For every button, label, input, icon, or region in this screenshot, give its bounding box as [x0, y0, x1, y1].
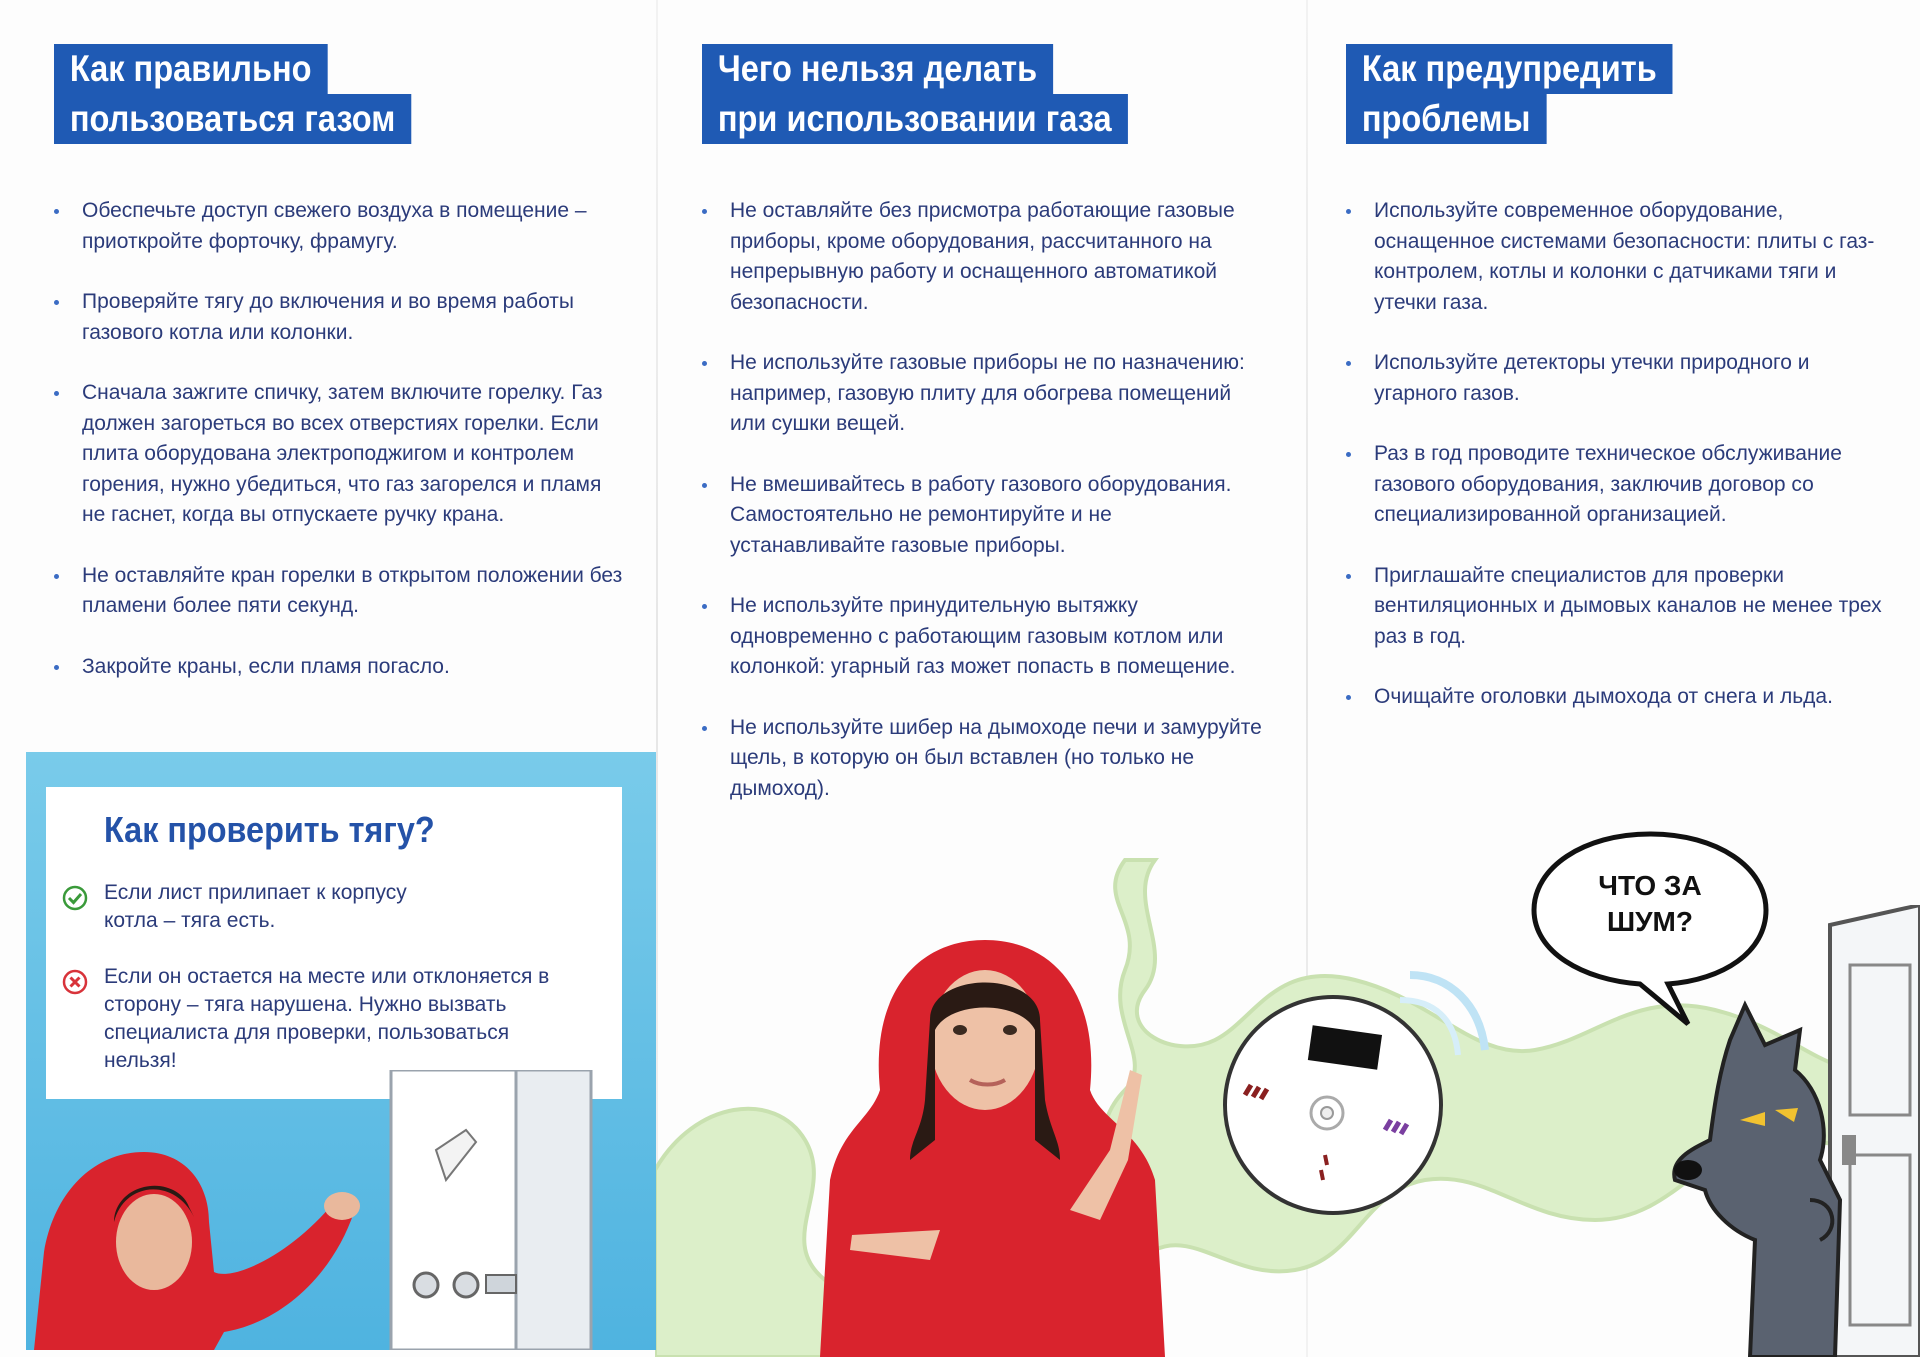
- speech-line: ЧТО ЗА: [1598, 870, 1702, 901]
- list-item: Не используйте газовые приборы не по назначению: например, газовую плиту для обогрева помещений или сушки вещей.: [702, 348, 1262, 440]
- list-item: Не оставляйте кран горелки в открытом положении без пламени более пяти секунд.: [54, 561, 624, 622]
- list-item: Сначала зажгите спичку, затем включите горелку. Газ должен загореться во всех отверстиях горелки. Если плита оборудована электроподжигом и контролем горения, нужно убедиться, что газ загорелся и пламя не гаснет, когда вы отпускаете ручку крана.: [54, 378, 624, 531]
- speech-bubble: [1528, 828, 1772, 990]
- list-item: Очищайте оголовки дымохода от снега и льда.: [1346, 682, 1886, 713]
- prohibitions-list: [702, 196, 1262, 834]
- list-item: Приглашайте специалистов для проверки вентиляционных и дымовых каналов не менее трех раз в год.: [1346, 561, 1886, 653]
- heading-line: при использовании газа: [702, 94, 1128, 144]
- draft-check-title: Как проверить тягу?: [104, 809, 435, 850]
- list-item: Не вмешивайтесь в работу газового оборудования. Самостоятельно не ремонтируйте и не устанавливайте газовые приборы.: [702, 470, 1262, 562]
- draft-bad-text: Если он остается на месте или отклоняется в сторону – тяга нарушена. Нужно вызвать специалиста для проверки, пользоваться нельзя!: [104, 965, 550, 1072]
- blue-panel: [26, 752, 656, 1350]
- heading-line: пользоваться газом: [54, 94, 411, 144]
- list-item: Не оставляйте без присмотра работающие газовые приборы, кроме оборудования, рассчитанного на непрерывную работу и оснащенного автоматикой безопасности.: [702, 196, 1262, 318]
- speech-line: ШУМ?: [1607, 906, 1693, 937]
- list-item: Используйте современное оборудование, оснащенное системами безопасности: плиты с газ-контролем, котлы и колонки с датчиками тяги и утечки газа.: [1346, 196, 1886, 318]
- draft-ok-text: Если лист прилипает к корпусу котла – тяга есть.: [104, 881, 407, 932]
- list-item: Закройте краны, если пламя погасло.: [54, 652, 624, 683]
- prevention-list: [1346, 196, 1886, 743]
- sound-waves-icon: [1390, 955, 1510, 1075]
- list-item: Не используйте принудительную вытяжку одновременно с работающим газовым котлом или колонкой: угарный газ может попасть в помещение.: [702, 591, 1262, 683]
- speech-bubble-text: [1528, 868, 1772, 940]
- list-item: Используйте детекторы утечки природного и угарного газов.: [1346, 348, 1886, 409]
- heading-line: проблемы: [1346, 94, 1546, 144]
- list-item: Обеспечьте доступ свежего воздуха в помещение – приоткройте форточку, фрамугу.: [54, 196, 624, 257]
- heading-line: Как предупредить: [1346, 44, 1673, 94]
- draft-check-box: [46, 787, 622, 1099]
- check-ok-icon: [62, 885, 88, 911]
- list-item: Раз в год проводите техническое обслуживание газового оборудования, заключив договор со специализированной организацией.: [1346, 439, 1886, 531]
- cross-bad-icon: [62, 969, 88, 995]
- gas-boiler-illustration: [366, 1070, 606, 1350]
- woman-pointing-illustration: [810, 930, 1170, 1357]
- heading-line: Чего нельзя делать: [702, 44, 1053, 94]
- heading-line: Как правильно: [54, 44, 327, 94]
- rules-list: [54, 196, 624, 712]
- wolf-character-illustration: [1670, 1000, 1855, 1357]
- list-item: Не используйте шибер на дымоходе печи и замуруйте щель, в которую он был вставлен (но только не дымоход).: [702, 713, 1262, 805]
- list-item: Проверяйте тягу до включения и во время работы газового котла или колонки.: [54, 287, 624, 348]
- woman-checking-draft-illustration: [34, 1132, 394, 1350]
